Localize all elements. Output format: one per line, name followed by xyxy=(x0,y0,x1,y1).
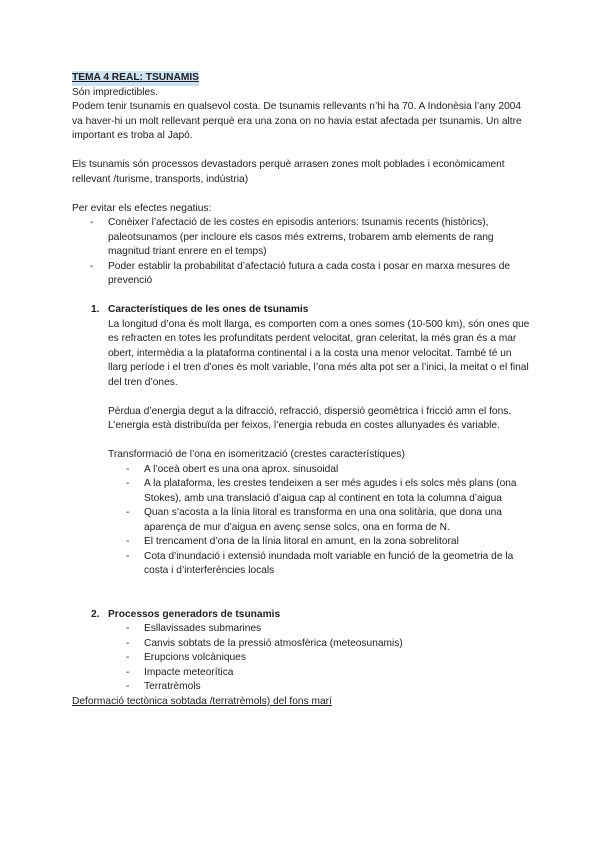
avoid-heading: Per evitar els efectes negatius: xyxy=(72,202,212,214)
list-item: - Erupcions volcàniques xyxy=(72,651,532,666)
page-title: TEMA 4 REAL: TSUNAMIS xyxy=(72,71,199,86)
list-item: - Canvis sobtats de la pressió atmosfèrica (meteosunamis) xyxy=(72,637,532,652)
list-item: - Cota d’inundació i extensió inundada molt variable en funció de la geometria de la costa i d’interferències locals xyxy=(72,550,532,579)
list-item: - A la plataforma, les crestes tendeixen a ser més agudes i els solcs més plans (ona Stokes), amb una translació d’aigua cap al continent en tota la columna d’aigua xyxy=(72,477,532,506)
list-item: - Conèixer l’afectació de les costes en episodis anteriors: tsunamis recents (històrics), paleotsunamos (per incloure els casos més extrems, trobarem amb elements de rang magnitud triant enrere en el temps) xyxy=(72,216,532,260)
avoid-list xyxy=(72,216,532,289)
wave-length-paragraph: La longitud d’ona és molt llarga, es comporten com a ones somes (10-500 km), són ones que es refracten en totes les profunditats perdent velocitat, gran celeritat, la més gran és a mar obert, intermèdia a la plataforma continental i a la costa una menor velocitat. També té un llarg període i el tren d’ones és molt variable, l’ona més alta pot ser a l’inici, la meitat o el final del tren d’ones. xyxy=(108,318,530,388)
list-item: - El trencament d’ona de la línia litoral en amunt, en la zona sobrelitoral xyxy=(72,535,532,550)
intro-line: Són impredictibles. xyxy=(72,86,159,98)
transformation-paragraph: Transformació de l’ona en isomerització (crestes característiques) xyxy=(108,449,405,460)
list-item: - Terratrèmols xyxy=(72,680,532,695)
section-title: Característiques de les ones de tsunamis xyxy=(108,304,309,315)
transformation-list xyxy=(72,463,532,579)
section-number: 1. xyxy=(91,304,100,315)
list-item: - A l’oceà obert es una ona aprox. sinusoidal xyxy=(72,463,532,478)
list-item: - Impacte meteorítica xyxy=(72,666,532,681)
tectonic-deformation-heading: Deformació tectònica sobtada /terratrèmols) del fons marí xyxy=(72,695,332,707)
section-title: Processos generadors de tsunamis xyxy=(108,608,281,620)
section-number: 2. xyxy=(91,608,100,620)
list-item: - Quan s’acosta a la línia litoral es transforma en una ona solitària, que dona una aparença de mur d’aigua en avenç sense solcs, ona en forma de N. xyxy=(72,506,532,535)
document-content xyxy=(72,71,532,709)
list-item: - Poder establir la probabilitat d’afectació futura a cada costa i posar en marxa mesures de prevenció xyxy=(72,260,532,289)
section-1-heading xyxy=(72,303,532,318)
generators-list xyxy=(72,622,532,695)
intro-paragraph: Podem tenir tsunamis en qualsevol costa. De tsunamis rellevants n’hi ha 70. A Indonèsia l’any 2004 va haver-hi un molt rellevant perquè era una zona on no havia estat afectada per tsunamis. Un altre important es troba al Japó. xyxy=(72,101,522,141)
list-item: - Esllavissades submarines xyxy=(72,622,532,637)
devastation-paragraph: Els tsunamis són processos devastadors perquè arrasen zones molt poblades i econòmicament rellevant /turisme, transports, indústria) xyxy=(72,159,505,185)
section-2-heading xyxy=(72,608,532,623)
section-1-body xyxy=(72,318,532,463)
energy-loss-paragraph: Pèrdua d’energia degut a la difracció, refracció, dispersió geomètrica i fricció amn el fons. L’energia està distribuïda per feixos, l’energia rebuda en costes allunyades és variable. xyxy=(108,405,512,431)
